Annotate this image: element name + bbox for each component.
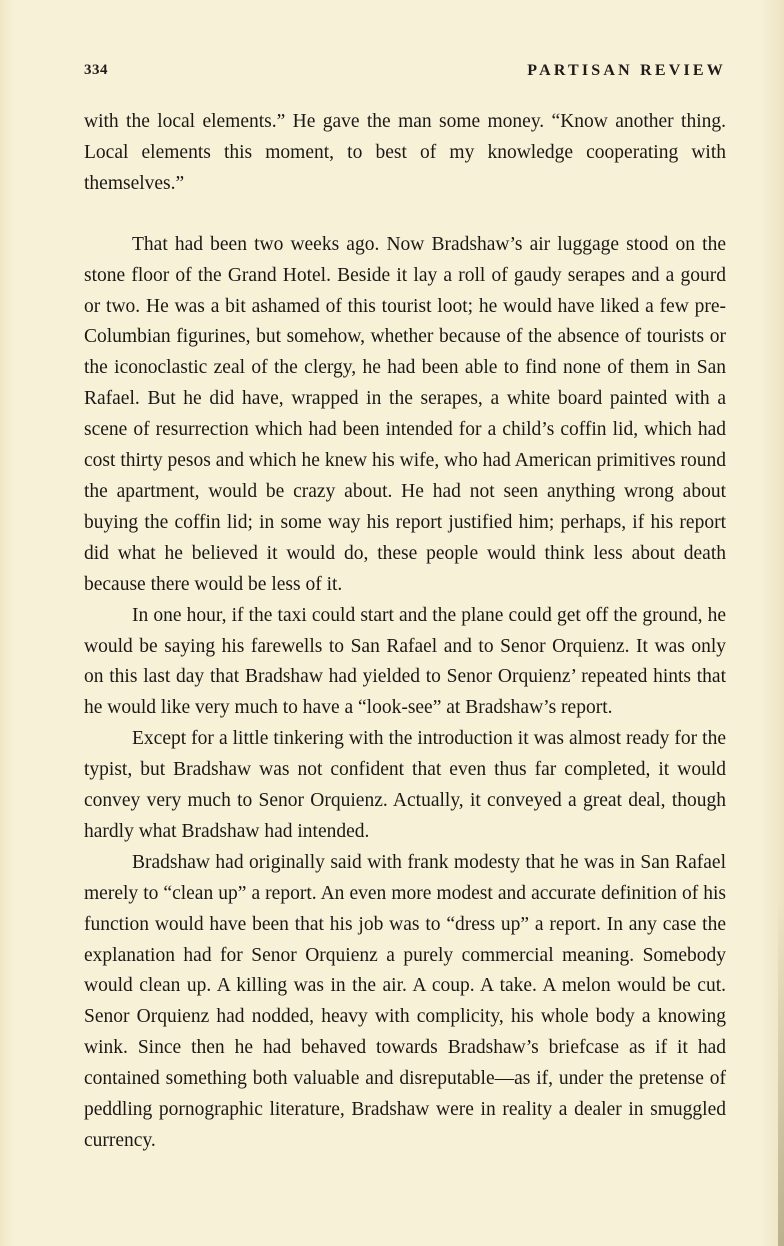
body-text — [84, 107, 726, 1157]
paragraph: That had been two weeks ago. Now Bradshaw’s air luggage stood on the stone floor of the Grand Hotel. Beside it lay a roll of gaudy serapes and a gourd or two. He was a bit ashamed of this tourist loot; he would have liked a few pre-Columbian figurines, but somehow, whether because of the absence of tourists or the iconoclastic zeal of the clergy, he had been able to find none of them in San Rafael. But he did have, wrapped in the serapes, a white board painted with a scene of resurrection which had been intended for a child’s coffin lid, which had cost thirty pesos and which he knew his wife, who had American primitives round the apartment, would be crazy about. He had not seen anything wrong about buying the coffin lid; in some way his report justified him; perhaps, if his report did what he believed it would do, these people would think less about death because there would be less of it. — [84, 233, 726, 595]
running-head: PARTISAN REVIEW — [527, 62, 726, 79]
page-header — [84, 62, 726, 84]
paragraph: Bradshaw had originally said with frank modesty that he was in San Rafael merely to “clean up” a report. An even more modest and accurate definition of his function would have been that his job was to “dress up” a report. In any case the explanation had for Senor Orquienz a purely commercial meaning. Somebody would clean up. A killing was in the air. A coup. A take. A melon would be cut. Senor Orquienz had nodded, heavy with complicity, his whole body a knowing wink. Since then he had behaved towards Bradshaw’s briefcase as if it had contained something both valuable and disreputable—as if, under the pretense of peddling pornographic literature, Bradshaw were in reality a dealer in smuggled currency. — [84, 851, 726, 1151]
page-number: 334 — [84, 62, 108, 78]
paragraph: In one hour, if the taxi could start and the plane could get off the ground, he would be saying his farewells to San Rafael and to Senor Orquienz. It was only on this last day that Bradshaw had yielded to Senor Orquienz’ repeated hints that he would like very much to have a “look-see” at Bradshaw’s report. — [84, 604, 726, 719]
paragraph: Except for a little tinkering with the introduction it was almost ready for the typist, but Bradshaw was not confident that even thus far completed, it would convey very much to Senor Orquienz. Actually, it conveyed a great deal, though hardly what Bradshaw had intended. — [84, 728, 726, 842]
page-edge-shadow — [778, 900, 784, 1246]
paragraph-continuation: with the local elements.” He gave the man some money. “Know another thing. Local elements this moment, to best of my knowledge cooperating with themselves.” — [84, 111, 726, 194]
